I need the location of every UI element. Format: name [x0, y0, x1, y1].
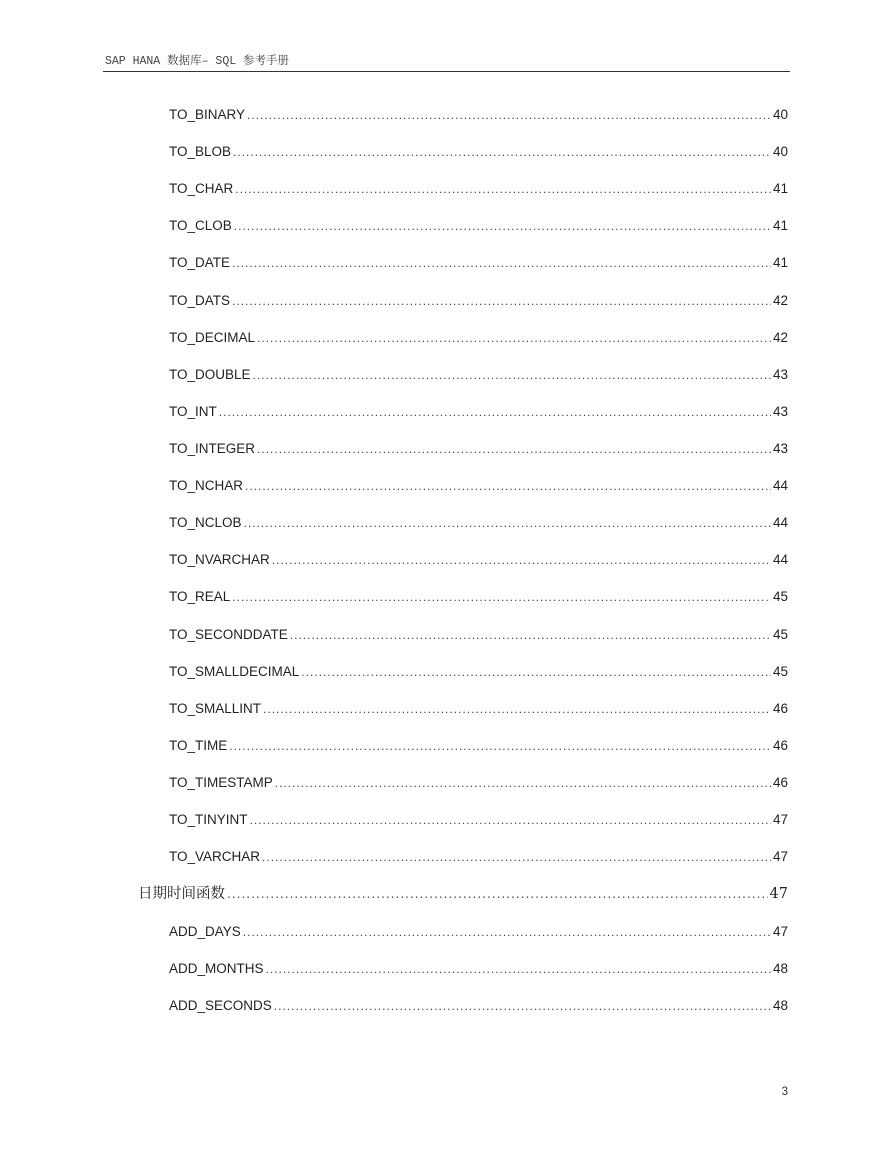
toc-leader-dots [247, 105, 771, 125]
toc-entry-page: 45 [772, 627, 788, 642]
toc-leader-dots [243, 922, 771, 942]
toc-entry-label: TO_CLOB [169, 218, 232, 233]
toc-entry-page: 41 [772, 255, 788, 270]
toc-leader-dots [262, 847, 771, 867]
toc-leader-dots [219, 402, 771, 422]
toc-leader-dots [257, 328, 771, 348]
toc-entry[interactable] [169, 216, 788, 236]
toc-leader-dots [233, 142, 771, 162]
toc-entry-page: 43 [772, 404, 788, 419]
toc-entry-label: TO_NCLOB [169, 515, 242, 530]
toc-entry-page: 47 [772, 924, 788, 939]
toc-entry-page: 46 [772, 775, 788, 790]
toc-entry[interactable] [169, 253, 788, 273]
toc-leader-dots [253, 365, 771, 385]
toc-entry-label: TO_INT [169, 404, 217, 419]
toc-entry-page: 41 [772, 181, 788, 196]
toc-leader-dots [229, 736, 771, 756]
toc-entry-page: 43 [772, 367, 788, 382]
toc-entry-label: TO_BLOB [169, 144, 232, 159]
toc-entry-label: TO_SMALLINT [169, 701, 262, 716]
toc-leader-dots [235, 179, 771, 199]
toc-leader-dots [301, 662, 771, 682]
toc-entry[interactable] [169, 699, 788, 719]
toc-leader-dots [257, 439, 771, 459]
toc-entry[interactable] [169, 365, 788, 385]
toc-entry-label: TO_INTEGER [169, 441, 256, 456]
toc-entry-label: TO_REAL [169, 589, 231, 604]
toc-entry-label: TO_TIMESTAMP [169, 775, 273, 790]
toc-entry-label: TO_SECONDDATE [169, 627, 288, 642]
toc-entry-page: 45 [772, 589, 788, 604]
toc-entry-page: 42 [772, 330, 788, 345]
toc-entry-page: 47 [772, 849, 788, 864]
page-number: 3 [781, 1086, 788, 1098]
toc-leader-dots [234, 216, 771, 236]
toc-entry-page: 44 [772, 515, 788, 530]
toc-entry[interactable] [169, 847, 788, 867]
toc-entry-page: 44 [772, 552, 788, 567]
toc-entry-label: TO_CHAR [169, 181, 234, 196]
toc-section-entry[interactable] [138, 884, 788, 904]
toc-entry-page: 46 [772, 738, 788, 753]
toc-section-label: 日期时间函数 [138, 886, 225, 902]
toc-entry-label: TO_SMALLDECIMAL [169, 664, 300, 679]
toc-leader-dots [232, 291, 771, 311]
toc-section-page: 47 [769, 886, 788, 902]
toc-entry-label: TO_NVARCHAR [169, 552, 270, 567]
toc-entry[interactable] [169, 439, 788, 459]
toc-entry[interactable] [169, 550, 788, 570]
toc-entry[interactable] [169, 291, 788, 311]
toc-entry-label: TO_DATE [169, 255, 231, 270]
toc-entry-page: 46 [772, 701, 788, 716]
toc-entry-label: TO_TIME [169, 738, 228, 753]
toc-entry[interactable] [169, 773, 788, 793]
toc-leader-dots [232, 587, 771, 607]
toc-entry-page: 41 [772, 218, 788, 233]
toc-entry[interactable] [169, 959, 788, 979]
page-header [103, 52, 790, 72]
toc-entry-page: 40 [772, 144, 788, 159]
toc-leader-dots [244, 513, 771, 533]
toc-entry[interactable] [169, 587, 788, 607]
toc-entry-page: 44 [772, 478, 788, 493]
toc-entry-label: TO_BINARY [169, 107, 246, 122]
toc-entry-label: TO_TINYINT [169, 812, 248, 827]
toc-entry-label: TO_DOUBLE [169, 367, 251, 382]
toc-entry-page: 42 [772, 293, 788, 308]
toc-entry[interactable] [169, 625, 788, 645]
toc-entry[interactable] [169, 922, 788, 942]
toc-entry-page: 40 [772, 107, 788, 122]
toc-leader-dots [274, 996, 771, 1016]
toc-entry[interactable] [169, 105, 788, 125]
toc-entry-label: TO_DECIMAL [169, 330, 256, 345]
toc-entry[interactable] [169, 476, 788, 496]
toc-entry-label: ADD_MONTHS [169, 961, 264, 976]
toc-leader-dots [275, 773, 771, 793]
toc-entry[interactable] [169, 328, 788, 348]
toc-leader-dots [272, 550, 771, 570]
toc-entry-label: ADD_DAYS [169, 924, 241, 939]
toc-leader-dots [245, 476, 771, 496]
toc-entry[interactable] [169, 810, 788, 830]
toc-entry-label: TO_NCHAR [169, 478, 244, 493]
toc-leader-dots [266, 959, 771, 979]
toc-entry[interactable] [169, 736, 788, 756]
toc-entry-page: 48 [772, 961, 788, 976]
toc-entry[interactable] [169, 662, 788, 682]
toc-entry[interactable] [169, 402, 788, 422]
toc-leader-dots [290, 625, 771, 645]
toc-entry-label: TO_DATS [169, 293, 231, 308]
toc-leader-dots [227, 884, 768, 904]
toc-entry[interactable] [169, 142, 788, 162]
toc-leader-dots [263, 699, 771, 719]
header-title: SAP HANA 数据库– SQL 参考手册 [105, 55, 290, 68]
toc-entry-page: 45 [772, 664, 788, 679]
toc-entry[interactable] [169, 179, 788, 199]
toc-leader-dots [250, 810, 771, 830]
toc-entry-label: TO_VARCHAR [169, 849, 261, 864]
toc-leader-dots [232, 253, 771, 273]
toc-entry[interactable] [169, 996, 788, 1016]
toc-entry-page: 48 [772, 998, 788, 1013]
toc-entry-page: 43 [772, 441, 788, 456]
toc-entry[interactable] [169, 513, 788, 533]
toc-entry-page: 47 [772, 812, 788, 827]
toc-entry-label: ADD_SECONDS [169, 998, 272, 1013]
